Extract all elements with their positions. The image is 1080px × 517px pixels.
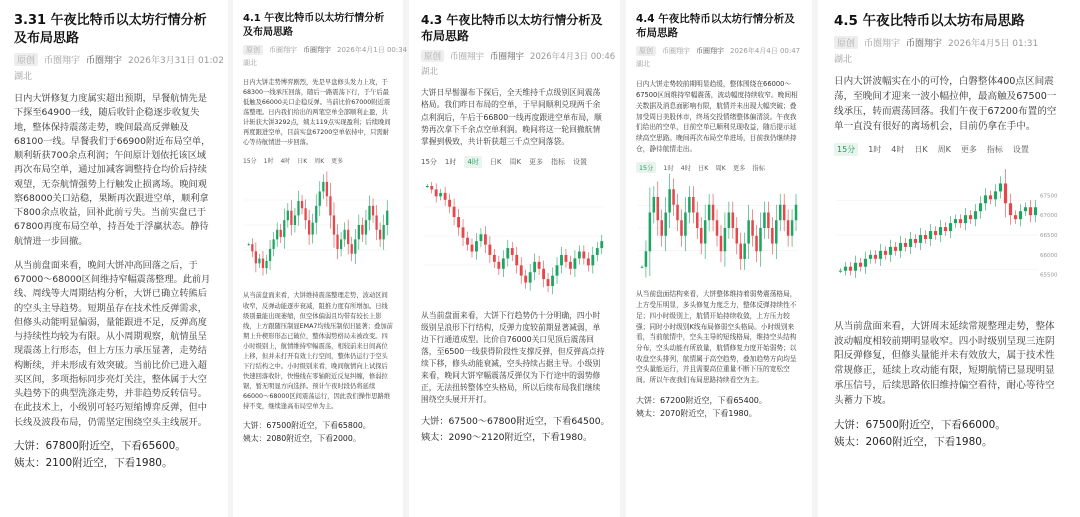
candle-body [767, 213, 770, 229]
tab-15m[interactable]: 15分 [834, 143, 858, 156]
tab-day[interactable]: 日K [914, 144, 928, 154]
candle-body [565, 255, 568, 262]
candle-body [645, 252, 648, 268]
candle-body [319, 192, 321, 206]
candle-body [696, 213, 699, 229]
candle-body [668, 190, 671, 213]
candle-body [573, 258, 576, 268]
candle-body [969, 215, 972, 219]
article-meta [636, 46, 802, 56]
candle-body [439, 193, 442, 196]
candle-body [511, 248, 514, 255]
candle-body [529, 272, 532, 282]
candle-body [248, 245, 250, 246]
tab-indicators[interactable]: 指标 [986, 144, 1003, 154]
eth-level: 姨太：2060附近空，下看1980。 [834, 436, 993, 449]
candle-body [732, 213, 735, 229]
candle-body [383, 225, 385, 239]
btc-level: 大饼：67800附近空，下看65600。 [14, 439, 186, 452]
account-link[interactable]: 币圈翔宇 [303, 46, 331, 54]
candle-body [879, 251, 882, 259]
candle-body [358, 225, 360, 239]
candle-body [343, 230, 345, 240]
candle-body [684, 213, 687, 236]
candle-body [779, 205, 782, 221]
candle-body [493, 255, 496, 262]
publish-date: 2026年4月3日 00:46 [530, 52, 616, 63]
candle-body [676, 205, 679, 221]
trade-levels [421, 414, 608, 444]
candle-body [457, 217, 460, 227]
tab-more[interactable]: 更多 [331, 158, 344, 166]
candle-body [775, 221, 778, 244]
candle-body [340, 240, 342, 250]
tab-4h[interactable]: 4时 [680, 165, 691, 173]
candle-body [375, 216, 377, 230]
article-title[interactable]: 4.3 午夜比特币以太坊行情分析及布局思路 [421, 13, 603, 44]
y-tick-label: 67000 [1040, 212, 1058, 219]
candle-body [386, 211, 388, 225]
tab-15m[interactable]: 15分 [421, 157, 437, 166]
article-paragraph: 日内大饼走势较前期明显趋缓，整体围绕在66000～67500区间维持窄幅震荡，波动幅度持续收窄。晚间相关数据及消息面影响有限，航情并未出现大幅突破；叠加受周日美股休市，终场交投情绪整体偏清淡。午夜我们给出的空单，目前空单已顺利兑现收益，随后提示延续高空思路。晚间再次布局空单进场，目前我仍继续持仓，静待航情走出。 [636, 80, 798, 153]
candle-body [488, 244, 491, 254]
candle-body [944, 227, 947, 231]
article-card-0405[interactable] [818, 0, 1080, 517]
candle-body [739, 244, 742, 260]
btc-level: 大饼：67500附近空，下看66000。 [834, 418, 1006, 431]
tab-day[interactable]: 日K [297, 158, 308, 166]
candle-body [964, 215, 967, 223]
candle-body [560, 255, 563, 265]
candle-body [294, 216, 296, 226]
article-paragraph: 从当前盘面结构来看，大饼整体维持着弱势震荡格局，上方受压明显，多头修复力度乏力，整体反弹持续性不足；四小时级别上，航情开始持续收敛，上方压力较强；同时小时级别K线布局修弱空头格局。小时级别来看，当前航情中，空头主导的短线格局，维持空头结构分布，空头动能有所放量，航情修复力度开始弱势；以收盘空头排列，航情属于高空趋势，叠加趋势方向均呈空头量能运行，并且需要高位重量不断下压的宽松空间。所以午夜我们布局思路持续看空为主。 [636, 290, 797, 385]
candle-body [974, 211, 977, 219]
article-paragraph: 从当前盘面来看，晚间大饼冲高回落之后，于67000～68000区间维持窄幅震荡整理。此前月线、周线等大周期结构分析，大饼已确立转熊后的空头主导趋势。短期虽存在技术性反弹需求，但修头动能明显偏弱，量能跟进不足，反弹高度与持续性均较为有限。从小周期观察，航情虽呈现震荡上行形态，但上方压力承压显著，走势结构断续，并未形成有效突破。当前比价已进入超买区间，多项指标同步亮灯关注，整体属于大空头趋势下的典型洗涤走势，并非趋势反转信号。在此技术上，小级别可轻巧短缩博弈反弹，但中长线及波段布局，仍需坚定围绕空头主线展开。 [14, 259, 211, 428]
candle-body [471, 244, 474, 251]
tab-day[interactable]: 日K [697, 165, 709, 173]
tab-1h[interactable]: 1时 [444, 157, 457, 166]
candle-body [448, 200, 451, 207]
region-label: 湖北 [636, 60, 650, 69]
candle-body [1009, 203, 1012, 215]
candle-body [787, 221, 790, 237]
article-title[interactable]: 4.1 午夜比特币以太坊行情分析及布局思路 [243, 13, 385, 38]
trade-levels [14, 438, 214, 473]
candle-body [502, 258, 505, 268]
candle-body [979, 203, 982, 211]
candle-body [914, 239, 917, 243]
y-tick-label: 67500 [1040, 193, 1058, 200]
publish-date: 2026年4月1日 00:34 [337, 46, 408, 54]
candle-body [255, 252, 257, 264]
tab-1h[interactable]: 1时 [263, 158, 274, 166]
author-name: 币圈翔宇 [864, 39, 901, 50]
candle-body [333, 216, 335, 235]
btc-level: 大饼：67500附近空，下看65800。 [243, 421, 371, 431]
candle-body [426, 186, 429, 187]
candle-body [351, 245, 353, 255]
candle-body [506, 248, 509, 258]
publish-date: 2026年4月4日 00:47 [730, 47, 801, 56]
candle-body [322, 182, 324, 192]
candlestick-chart [834, 160, 1064, 310]
candle-body [984, 195, 987, 203]
eth-level: 姨太：2070附近空，下看1980。 [636, 409, 757, 419]
account-link[interactable]: 币圈翔宇 [86, 56, 123, 67]
tab-1h[interactable]: 1时 [663, 165, 674, 173]
candle-body [312, 223, 314, 235]
candle-body [272, 240, 274, 250]
candle-body [904, 243, 907, 247]
tab-4h[interactable]: 4时 [280, 158, 291, 166]
candle-body [1029, 207, 1032, 215]
candle-body [939, 227, 942, 235]
original-badge: 原创 [243, 45, 263, 55]
candle-body [326, 182, 328, 196]
author-name: 币圈翔宇 [269, 46, 297, 54]
candle-body [854, 262, 857, 270]
author-name: 币圈翔宇 [44, 56, 81, 67]
candle-body [287, 211, 289, 221]
candle-body [466, 237, 469, 244]
candlestick-chart [636, 177, 802, 279]
article-paragraph: 从当前盘面来看，大饼周末延续常规整理走势，整体波动幅度相较前期明显收窄。四小时级别呈现三连阴阳反弹修复，但修头量能并未有效放大，属于技术性常规修正，延续上攻动能有限，短期航情已显现明显承压信号，后续思路依旧维持偏空看待，耐心等待空头蓄力下坡。 [834, 320, 1055, 406]
candle-body [1004, 183, 1007, 203]
tab-day[interactable]: 日K [489, 157, 502, 166]
candle-body [538, 262, 541, 269]
tab-15m[interactable]: 15分 [243, 158, 257, 166]
candle-body [484, 234, 487, 244]
article-card-0331[interactable] [0, 0, 228, 517]
candle-body [276, 230, 278, 240]
candle-body [653, 197, 656, 213]
candle-body [308, 221, 310, 235]
candle-body [869, 254, 872, 258]
candle-body [497, 262, 500, 269]
candle-body [919, 235, 922, 243]
article-title[interactable]: 4.4 午夜比特币以太坊行情分析及布局思路 [636, 13, 795, 40]
author-name: 币圈翔宇 [662, 47, 690, 56]
tab-settings[interactable]: 设置 [1012, 144, 1029, 154]
candle-body [649, 213, 652, 252]
candle-body [520, 265, 523, 275]
article-meta [421, 50, 616, 63]
chart-period-tabs [243, 156, 393, 165]
candle-body [954, 219, 957, 223]
candle-body [290, 211, 292, 225]
tab-indicators[interactable]: 指标 [752, 165, 765, 173]
author-name: 币圈翔宇 [450, 52, 485, 63]
region-label: 湖北 [421, 67, 439, 78]
candle-body [959, 219, 962, 223]
tab-week[interactable]: 周K [715, 165, 726, 173]
candle-body [578, 251, 581, 258]
chart-period-tabs [421, 156, 608, 168]
candle-body [262, 259, 264, 269]
candle-body [372, 206, 374, 216]
candle-body [999, 183, 1002, 191]
tab-4h[interactable]: 4时 [891, 144, 905, 154]
article-title[interactable]: 4.5 午夜比特币以太坊布局思路 [834, 13, 1025, 29]
tab-more[interactable]: 更多 [732, 165, 746, 173]
candle-body [751, 221, 754, 237]
tab-more[interactable]: 更多 [960, 144, 977, 154]
candle-body [258, 259, 260, 264]
candlestick-chart [421, 172, 608, 300]
candle-body [435, 189, 438, 196]
region-label: 湖北 [243, 59, 257, 67]
candle-body [771, 228, 774, 244]
candle-body [551, 275, 554, 285]
eth-level: 姨太：2100附近空，下看1980。 [14, 457, 173, 470]
candle-body [1019, 211, 1022, 219]
candle-body [949, 223, 952, 231]
article-card-0404[interactable] [626, 0, 812, 517]
candle-body [475, 241, 478, 251]
candle-body [839, 270, 842, 271]
candle-body [269, 249, 271, 261]
candle-body [899, 243, 902, 251]
candle-body [600, 241, 603, 248]
article-paragraph: 日内大饼走势博弈剧烈，先是早盘修头发力上攻，于68300一线承压回落，随后一路震荡下行，于午后最低触及66000关口企稳反弹。当前比价67000附近震荡整理。日内我们给出的两笔空单全部顺利止盈，共计斩获大饼3292点，姨太119点实现盈利；后续晚间再度跟进空单，目前实盘67200空单依持中，只需耐心等待航情进一步回落。 [243, 79, 391, 147]
article-paragraph: 日内大饼波幅实在小的可怜，白磐整体400点区间震荡，至晚间才迎来一波小幅拉伸，最高触及67500一线承压，转而震荡回落。我们午夜于67200布置的空单一直没有很好的离场机会，目前仍拿在手中。 [834, 76, 1057, 132]
tab-more[interactable]: 更多 [529, 157, 544, 166]
article-paragraph: 从当前盘面来看，大饼下行趋势仍十分明确，四小时级别呈浪形下行结构，反弹力度较前期显著减弱，单边下行通道成型。比价自76000关口见顶后震荡回落，至6500一线获得阶段性支撑反弹，但反弹高点持续下移，修头动能衰减，空头持续占据主导。小级别来看，晚间大饼窄幅震荡反弹仅为下行途中的弱势修正，无法扭转整体空头格局，所以后续布局我们继续围绕空头展开开打。 [421, 310, 605, 405]
candle-body [365, 221, 367, 235]
candle-body [720, 236, 723, 252]
candle-body [347, 230, 349, 244]
candle-body [680, 221, 683, 237]
article-card-0403[interactable] [409, 0, 620, 517]
candle-body [569, 262, 572, 269]
candle-body [280, 230, 282, 237]
account-link[interactable]: 币圈翔宇 [906, 39, 943, 50]
candle-body [1014, 215, 1017, 219]
original-badge: 原创 [636, 46, 656, 56]
candle-body [379, 230, 381, 240]
candle-body [641, 267, 644, 268]
candle-body [791, 221, 794, 237]
candle-body [368, 206, 370, 220]
candle-body [301, 201, 303, 208]
tab-indicators[interactable]: 指标 [551, 157, 566, 166]
trade-levels [243, 420, 393, 446]
candle-body [909, 239, 912, 247]
candle-body [849, 266, 852, 270]
btc-level: 大饼：67500～67800附近空，下看64500。 [421, 416, 610, 428]
trade-levels [834, 417, 1064, 452]
candle-body [1034, 207, 1037, 215]
tab-settings[interactable]: 设置 [573, 157, 588, 166]
eth-level: 姨太：2080附近空，下看2000。 [243, 434, 361, 444]
candle-body [444, 193, 447, 200]
candle-body [708, 205, 711, 221]
candle-body [700, 228, 703, 244]
original-badge: 原创 [834, 36, 858, 49]
candle-body [591, 255, 594, 265]
candle-body [795, 205, 798, 221]
candle-body [453, 206, 456, 216]
candle-body [283, 221, 285, 238]
candle-body [724, 228, 727, 251]
candle-body [354, 240, 356, 254]
candle-body [688, 197, 691, 213]
candle-body [533, 262, 536, 272]
candle-body [430, 186, 433, 189]
region-label: 湖北 [14, 72, 33, 83]
candle-body [315, 206, 317, 223]
chart-period-tabs [834, 143, 1064, 156]
candle-body [1024, 207, 1027, 211]
candle-body [361, 225, 363, 235]
candle-body [524, 275, 527, 282]
candle-body [994, 191, 997, 199]
y-tick-label: 66500 [1040, 232, 1058, 239]
candle-body [480, 234, 483, 241]
candle-body [728, 213, 731, 229]
candle-body [747, 221, 750, 244]
trade-levels [636, 394, 802, 420]
candle-body [736, 228, 739, 244]
candle-body [759, 228, 762, 251]
article-paragraph: 大饼日早髻瀑布下探后，全天维持千点级别区间震荡格局。我们昨日布局的空单，于早间顺利兑现两千余点利润后，午后于66800一线再度跟进空单布局，顺势再次拿下千余点空单利润。晚间将这一轮回撤航情掌握到极致，共计斩获超三千点空间落袋。 [421, 88, 602, 146]
account-link[interactable]: 币圈翔宇 [490, 52, 525, 63]
publish-date: 2026年3月31日 01:02 [128, 56, 224, 67]
eth-level: 姨太：2090～2120附近空，下看1980。 [421, 431, 593, 443]
candle-body [547, 279, 550, 286]
candle-body [924, 235, 927, 239]
candle-body [596, 248, 599, 255]
candle-body [265, 261, 267, 268]
candle-body [587, 258, 590, 265]
candle-body [582, 251, 585, 258]
account-link[interactable]: 币圈翔宇 [696, 47, 724, 56]
btc-level: 大饼：67200附近空，下看65400。 [636, 395, 767, 405]
candle-body [251, 245, 253, 252]
candle-body [934, 231, 937, 235]
article-meta [14, 53, 224, 67]
article-meta [243, 45, 408, 55]
article-card-0401[interactable] [233, 0, 408, 517]
region-label: 湖北 [834, 55, 853, 66]
candle-body [660, 221, 663, 237]
candle-body [889, 247, 892, 255]
y-tick-label: 66000 [1040, 252, 1058, 259]
candle-body [894, 247, 897, 251]
y-tick-label: 65500 [1040, 272, 1058, 279]
candle-body [929, 231, 932, 239]
candle-body [556, 265, 559, 275]
chart-period-tabs [636, 162, 802, 173]
tab-1h[interactable]: 1时 [868, 144, 882, 154]
tab-week[interactable]: 周K [937, 144, 951, 154]
article-title[interactable]: 3.31 午夜比特币以太坊行情分析及布局思路 [14, 13, 207, 46]
candle-body [864, 258, 867, 266]
candle-body [989, 195, 992, 199]
tab-15m[interactable]: 15分 [636, 162, 656, 173]
candle-body [462, 227, 465, 237]
candle-body [542, 269, 545, 279]
candle-body [672, 190, 675, 206]
tab-4h[interactable]: 4时 [464, 156, 481, 168]
candle-body [844, 266, 847, 270]
original-badge: 原创 [14, 53, 38, 66]
candle-body [657, 197, 660, 220]
candlestick-chart [243, 169, 393, 281]
candle-body [783, 205, 786, 221]
candle-body [884, 251, 887, 255]
candle-body [336, 235, 338, 249]
candle-body [515, 255, 518, 265]
publish-date: 2026年4月5日 01:31 [948, 39, 1039, 50]
candle-body [304, 209, 306, 221]
candle-body [859, 262, 862, 266]
candle-body [329, 197, 331, 216]
tab-week[interactable]: 周K [509, 157, 522, 166]
original-badge: 原创 [421, 50, 444, 62]
article-paragraph: 日内大饼修复力度属实超出预期，早餐航情先是下探至64900一线，随后收针企稳逐步收复失地，整体保持震荡走势，晚间最高反弹触及68100一线。早餐我们于66900附近布局空单，顺利斩获700余点利润；午间原计划依托该区域再次布局空单，通过加减客调整持仓均价后持续观望，无奈航情强势上行触发止损离场。晚间观察68000关口站稳，果断再次跟进空单，顺利拿下800余点收益，回补此前亏失。当前实盘已于67800再度布局空单，持吾处于浮赢状态。静待航情进一步回撤。 [14, 93, 211, 247]
article-paragraph: 从当前盘面来看，大饼维持震荡整理走势，波动区间收窄，反弹动能逐步衰减，阻推力度有所增加。日线级别量能出现萎缩，但空体偏弱且均带有较长上影线，上方跟随压制显EMA7均线压制依旧显著；叠加前期上升楔形形态已破位，整体弱势格局未被改变。四小时级别上，航情维持窄幅震荡，相较前来日间高位上移，但并未打开有效上行空间，整体仍运行于空头下行结构之中。小时级别来看，晚间航情向上试探后快速回落收针，快慢线在零轴附近反复纠缠，修弱拉锯，暂无明显方向选择。预计午夜时段仍将延续66000～68000区间震荡运行，因此我们操作思路维持不变，继续逢高布局空单为主。 [243, 292, 393, 411]
candle-body [297, 201, 299, 215]
candle-body [664, 213, 667, 236]
candle-body [743, 244, 746, 260]
candle-body [692, 197, 695, 213]
candle-body [704, 221, 707, 244]
candle-body [716, 221, 719, 237]
candle-body [712, 205, 715, 221]
candle-body [755, 236, 758, 252]
article-meta [834, 36, 1064, 49]
candle-body [874, 254, 877, 258]
tab-week[interactable]: 周K [314, 158, 325, 166]
candle-body [763, 213, 766, 229]
